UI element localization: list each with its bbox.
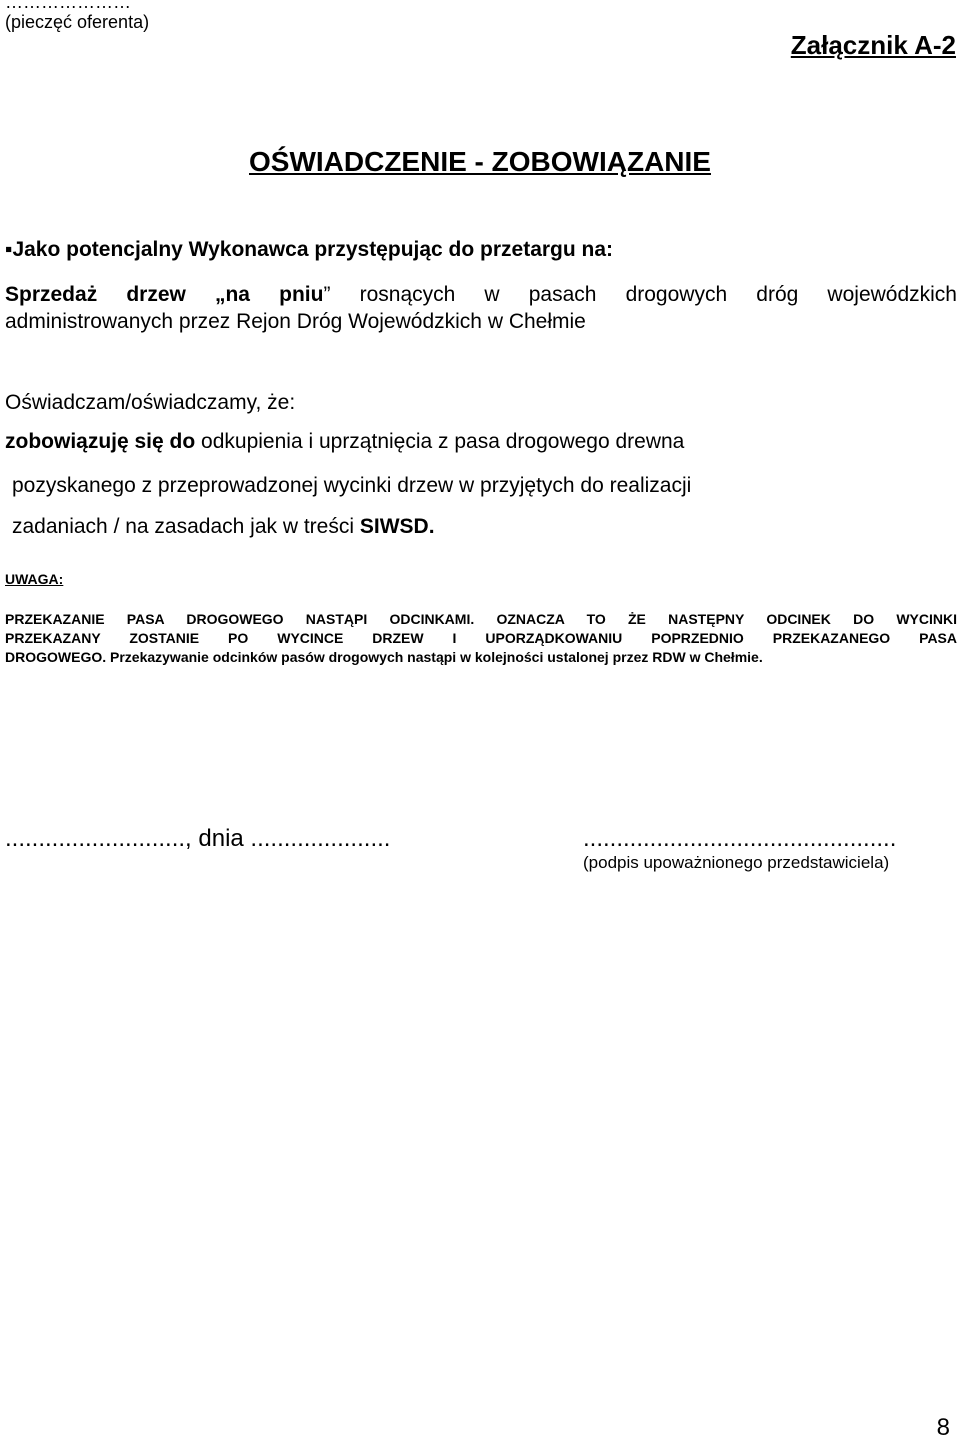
tender-subject-line1 xyxy=(5,280,957,310)
document-title: OŚWIADCZENIE - ZOBOWIĄZANIE xyxy=(249,146,711,177)
siwsd-ref: SIWSD. xyxy=(359,515,435,538)
note-line2: PRZEKAZANY ZOSTANIE PO WYCINCE DRZEW I UPORZĄDKOWANIU POPRZEDNIO PRZEKAZANEGO PASA xyxy=(5,630,957,646)
note-line1: PRZEKAZANIE PASA DROGOWEGO NASTĄPI ODCINKAMI. OZNACZA TO ŻE NASTĘPNY ODCINEK DO WYCINKI xyxy=(5,611,957,627)
obligation-line3-text: zadaniach / na zasadach jak w treści xyxy=(12,515,360,538)
intro-line: ▪Jako potencjalny Wykonawca przystępując do przetargu na: xyxy=(5,238,614,261)
subject-quote-open: „ xyxy=(214,283,226,306)
obligation-bold: zobowiązuję się do xyxy=(5,430,196,453)
annex-label: Załącznik A-2 xyxy=(790,30,956,60)
place-date-field: ..........................., dnia ..................... xyxy=(5,825,391,852)
obligation-line1 xyxy=(5,430,684,454)
signature-line: ............................................... xyxy=(583,825,897,852)
subject-bold-1: Sprzedaż drzew xyxy=(5,283,215,306)
subject-quote-close: ” xyxy=(323,283,331,306)
declaration-intro: Oświadczam/oświadczamy, że: xyxy=(5,391,296,414)
signature-label: (podpis upoważnionego przedstawiciela) xyxy=(583,853,890,872)
subject-bold-2: na pniu xyxy=(225,283,324,306)
stamp-dots: ………………… xyxy=(5,0,131,12)
obligation-line2: pozyskanego z przeprowadzonej wycinki drzew w przyjętych do realizacji xyxy=(12,474,692,497)
page-number: 8 xyxy=(936,1414,950,1441)
tender-subject-line2: administrowanych przez Rejon Dróg Wojewódzkich w Chełmie xyxy=(5,310,586,333)
obligation-line3 xyxy=(12,515,435,539)
note-text xyxy=(5,610,957,667)
stamp-label: (pieczęć oferenta) xyxy=(5,12,150,32)
note-label: UWAGA: xyxy=(5,571,64,587)
subject-rest: rosnących w pasach drogowych dróg wojewódzkich xyxy=(330,283,957,306)
obligation-rest: odkupienia i uprzątnięcia z pasa drogowego drewna xyxy=(195,430,685,453)
note-line3: DROGOWEGO. Przekazywanie odcinków pasów drogowych nastąpi w kolejności ustalonej przez RDW w Chełmie. xyxy=(5,649,763,665)
